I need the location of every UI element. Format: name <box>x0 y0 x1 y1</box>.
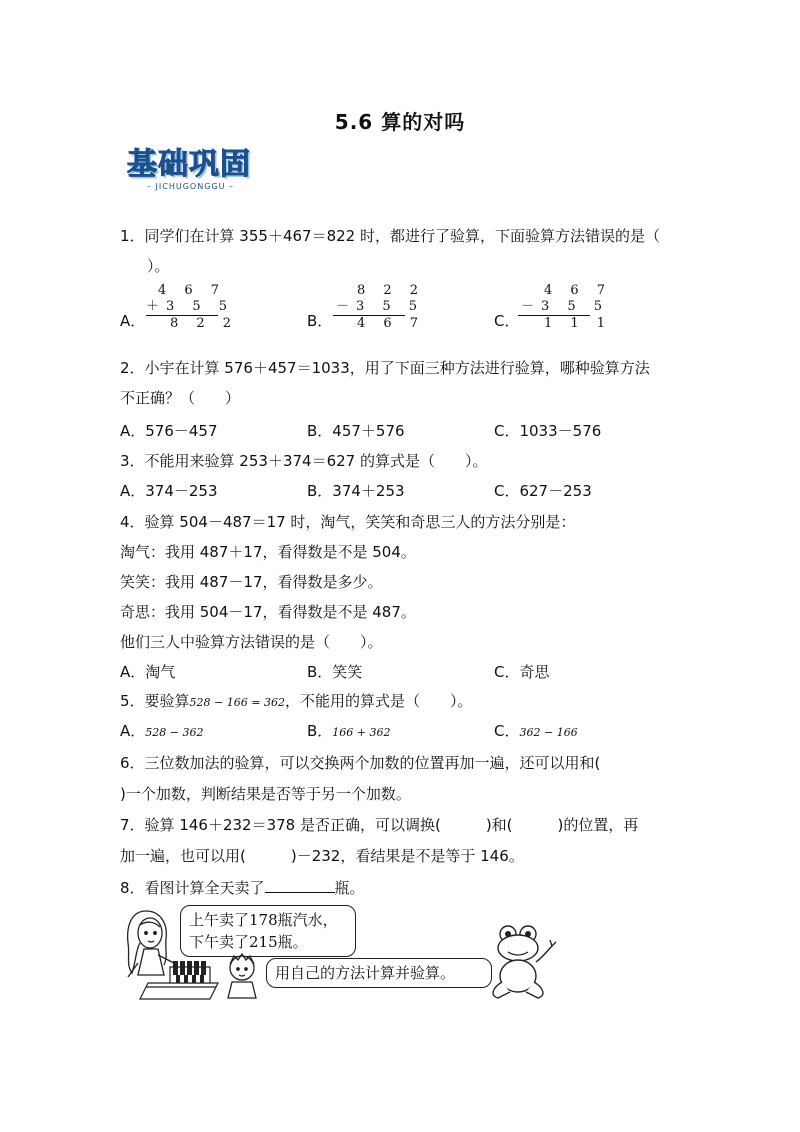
boy-illustration <box>218 950 268 1000</box>
q1-option-c-label: C． <box>494 312 520 330</box>
q4-stem: 4．验算 504－487＝17 时，淘气，笑笑和奇思三人的方法分别是： <box>120 513 576 531</box>
q1-option-a-top: 4 6 7 <box>158 283 227 298</box>
q1-option-c-result: 1 1 1 <box>544 316 613 331</box>
q8-stem <box>120 876 365 898</box>
q5-option-a-expr: 528 − 362 <box>145 726 204 739</box>
q1-stem-line1: 1．同学们在计算 355＋467＝822 时，都进行了验算，下面验算方法错误的是（ <box>120 227 660 245</box>
q1-option-b-label: B． <box>307 312 333 330</box>
q1-option-b-mid: －3 5 5 <box>336 299 425 314</box>
q1-option-a-mid: ＋3 5 5 <box>146 299 235 314</box>
page-title: 5.6 算的对吗 <box>334 110 466 134</box>
q1-option-a-label: A． <box>120 312 146 330</box>
q4-taoqi: 淘气：我用 487＋17，看得数是不是 504。 <box>120 543 416 561</box>
q5-option-c-label: C． <box>494 722 520 740</box>
q2-option-b: B．457＋576 <box>307 422 405 440</box>
q4-xiaoxiao: 笑笑：我用 487－17，看得数是多少。 <box>120 573 383 591</box>
q5-equation: 528 − 166 = 362 <box>189 696 285 709</box>
q5-stem-pre: 5．要验算 <box>120 692 190 710</box>
q5-stem <box>120 691 472 713</box>
q5-option-b-label: B． <box>307 722 333 740</box>
frog-illustration <box>486 922 558 1002</box>
q7-stem-line1: 7．验算 146＋232＝378 是否正确，可以调换( )和( )的位置，再 <box>120 816 639 834</box>
q1-option-a-result: 8 2 2 <box>170 316 239 331</box>
q8-stem-post: 瓶。 <box>334 879 365 897</box>
q5-option-b <box>307 721 391 743</box>
q4-option-c: C．奇思 <box>494 663 550 681</box>
q1-stem-line2: ）。 <box>147 257 170 275</box>
q1-option-b-result: 4 6 7 <box>357 316 426 331</box>
badge-title: 基础巩固 <box>127 147 251 182</box>
q8-stem-pre: 8．看图计算全天卖了 <box>120 879 265 897</box>
q3-option-a: A．374－253 <box>120 482 218 500</box>
q3-stem: 3．不能用来验算 253＋374＝627 的算式是（ ）。 <box>120 452 488 470</box>
q2-option-a: A．576－457 <box>120 422 218 440</box>
q5-option-b-expr: 166 + 362 <box>332 726 391 739</box>
q1-option-b-top: 8 2 2 <box>357 283 426 298</box>
q4-question: 他们三人中验算方法错误的是（ ）。 <box>120 633 383 651</box>
q5-option-a <box>120 721 203 743</box>
q4-option-b: B．笑笑 <box>307 663 363 681</box>
q7-stem-line2: 加一遍，也可以用( )－232，看结果是不是等于 146。 <box>120 847 524 865</box>
q6-stem-line2: )一个加数，判断结果是否等于另一个加数。 <box>120 785 411 803</box>
q5-option-a-label: A． <box>120 722 146 740</box>
q8-answer-blank[interactable] <box>265 876 335 893</box>
q2-option-c: C．1033－576 <box>494 422 602 440</box>
q2-stem-line2: 不正确？（ ） <box>120 389 241 407</box>
q1-option-c-mid: －3 5 5 <box>521 299 610 314</box>
speech-bubble-girl <box>180 905 356 957</box>
q4-option-a: A．淘气 <box>120 663 176 681</box>
bubble-girl-line2: 下午卖了215瓶。 <box>189 933 308 951</box>
q5-option-c-expr: 362 − 166 <box>519 726 578 739</box>
q2-stem-line1: 2．小宇在计算 576＋457＝1033，用了下面三种方法进行验算，哪种验算方法 <box>120 359 650 377</box>
q5-stem-post: ，不能用的算式是（ ）。 <box>284 692 473 710</box>
q1-option-c-top: 4 6 7 <box>544 283 613 298</box>
speech-bubble-boy <box>266 958 492 988</box>
section-badge <box>127 147 267 191</box>
q5-option-c <box>494 721 578 743</box>
bubble-boy-text: 用自己的方法计算并验算。 <box>275 964 456 982</box>
q6-stem-line1: 6．三位数加法的验算，可以交换两个加数的位置再加一遍，还可以用和( <box>120 754 601 772</box>
q3-option-b: B．374＋253 <box>307 482 405 500</box>
bubble-girl-line1: 上午卖了178瓶汽水， <box>189 911 338 929</box>
q4-qisi: 奇思：我用 504－17，看得数是不是 487。 <box>120 603 416 621</box>
q3-option-c: C．627－253 <box>494 482 592 500</box>
badge-subtitle: – JICHUGONGGU – <box>147 182 234 191</box>
